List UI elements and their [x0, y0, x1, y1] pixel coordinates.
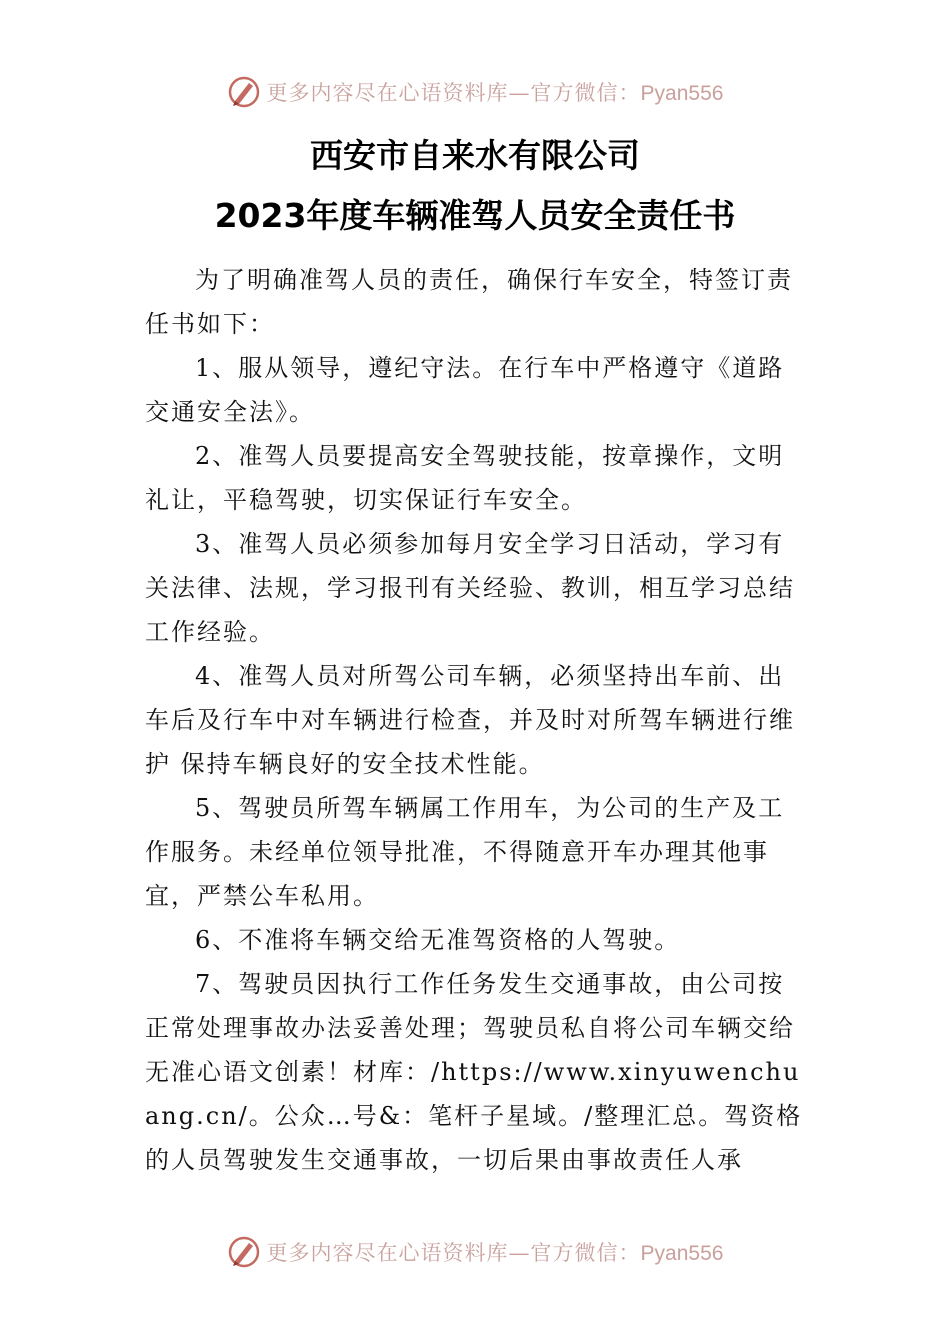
document-body	[145, 258, 810, 1182]
watermark-wechat-id: Pyan556	[640, 82, 724, 105]
pen-logo-icon	[227, 75, 261, 109]
paragraph-item-1: 1、服从领导，遵纪守法。在行车中严格遵守《道路交通安全法》。	[145, 354, 785, 426]
paragraph-item-7: 7、驾驶员因执行工作任务发生交通事故，由公司按正常处理事故办法妥善处理；驾驶员私自将公司车辆交给无准心语文创素！材库：/https://www.xinyuwenchuang.cn/。公众…号&：笔杆子星域。/整理汇总。驾资格的人员驾驶发生交通事故，一切后果由事故责任人承	[145, 970, 803, 1174]
watermark-header	[0, 72, 950, 112]
paragraph-item-6: 6、不准将车辆交给无准驾资格的人驾驶。	[195, 926, 681, 954]
paragraph-intro: 为了明确准驾人员的责任，确保行车安全，特签订责任书如下：	[145, 266, 793, 338]
watermark-text: 更多内容尽在心语资料库—官方微信：Pyan556	[266, 81, 724, 105]
watermark-wechat-id: Pyan556	[640, 1242, 724, 1265]
paragraph-item-4: 4、准驾人员对所驾公司车辆，必须坚持出车前、出车后及行车中对车辆进行检查，并及时对所驾车辆进行维护 保持车辆良好的安全技术性能。	[145, 662, 795, 778]
watermark-footer	[0, 1232, 950, 1272]
pen-logo-icon	[227, 1235, 261, 1269]
document-title-main: 2023年度车辆准驾人员安全责任书	[214, 196, 736, 235]
watermark-text: 更多内容尽在心语资料库—官方微信：Pyan556	[266, 1241, 724, 1265]
paragraph-item-2: 2、准驾人员要提高安全驾驶技能，按章操作，文明礼让，平稳驾驶，切实保证行车安全。	[145, 442, 785, 514]
document-title-company: 西安市自来水有限公司	[310, 136, 640, 175]
paragraph-item-3: 3、准驾人员必须参加每月安全学习日活动，学习有关法律、法规，学习报刊有关经验、教训，相互学习总结工作经验。	[145, 530, 795, 646]
paragraph-item-5: 5、驾驶员所驾车辆属工作用车，为公司的生产及工作服务。未经单位领导批准，不得随意开车办理其他事宜，严禁公车私用。	[145, 794, 785, 910]
